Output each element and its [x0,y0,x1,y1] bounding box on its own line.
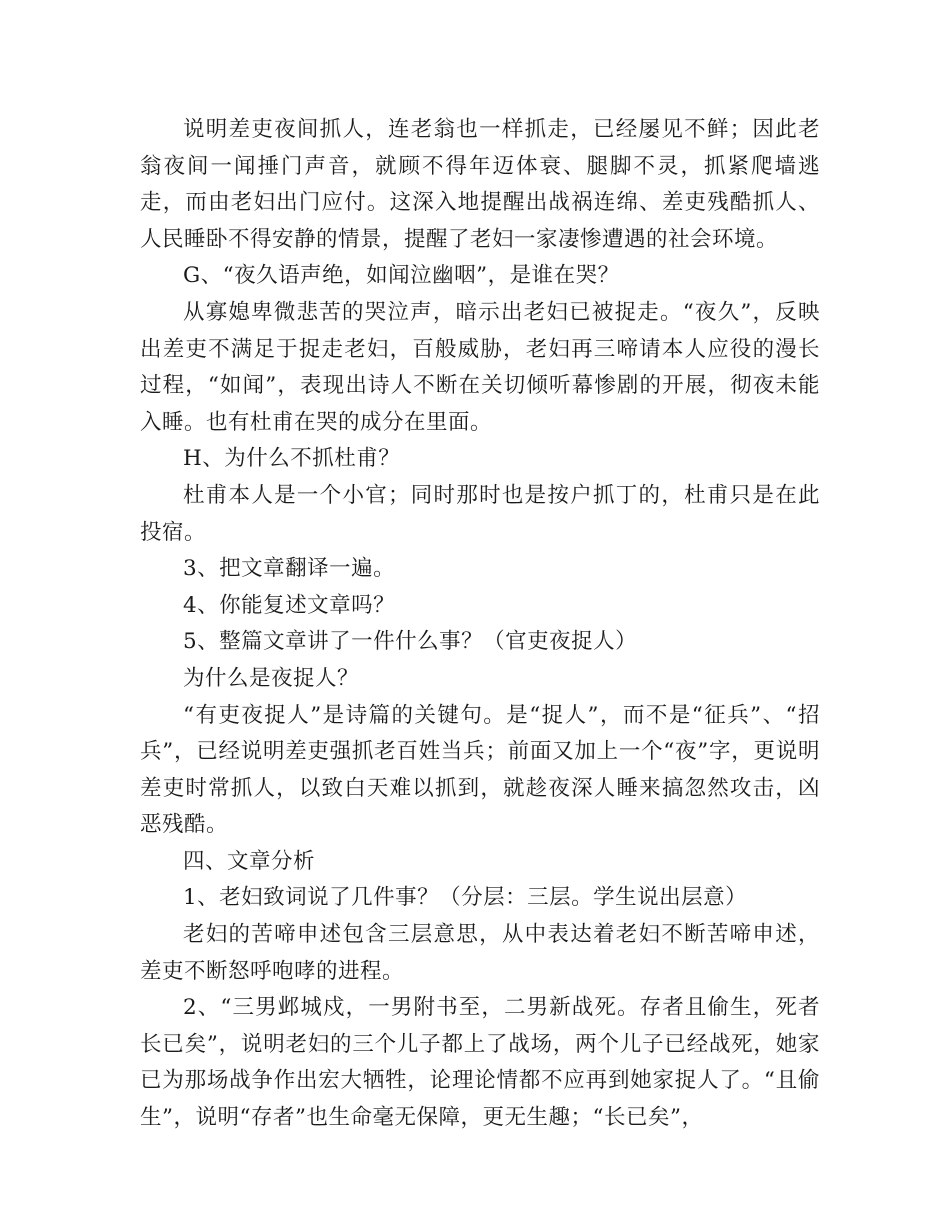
question-h-why-not-du-fu: H、为什么不抓杜甫？ [183,446,401,472]
question-why-night-arrest: 为什么是夜捉人？ [183,665,360,691]
paragraph-night-arrest-explanation: 说明差吏夜间抓人，连老翁也一样抓走，已经屡见不鲜；因此老翁夜间一闻捶门声音，就顾不得年迈体衰、腿脚不灵，抓紧爬墙逃走，而由老妇出门应付。这深入地提醒出战祸连绵、差吏残酷抓人、人民睡卧不得安静的情景，提醒了老妇一家凄惨遭遇的社会环境。 [140,117,820,252]
analysis-question-1: 1、老妇致词说了几件事？（分层：三层。学生说出层意） [183,885,748,911]
section-heading-text-analysis: 四、文章分析 [183,848,316,874]
answer-h-paragraph: 杜甫本人是一个小官；同时那时也是按户抓丁的，杜甫只是在此投宿。 [140,482,820,545]
task-4-retell: 4、你能复述文章吗？ [183,592,396,618]
analysis-answer-1: 老妇的苦啼申述包含三层意思，从中表达着老妇不断苦啼申述，差吏不断怒呼咆哮的进程。 [140,922,820,984]
question-g-who-is-crying: G、“夜久语声绝，如闻泣幽咽”，是谁在哭？ [183,263,620,289]
task-3-translate: 3、把文章翻译一遍。 [183,556,396,582]
analysis-point-2: 2、“三男邺城戍，一男附书至，二男新战死。存者且偷生，死者长已矣”，说明老妇的三个儿子都上了战场，两个儿子已经战死，她家已为那场战争作出宏大牺牲，论理论情都不应再到她家捉人了。“且偷生”，说明“存者”也生命毫无保障，更无生趣；“长已矣”， [140,995,820,1131]
answer-g-paragraph: 从寡媳卑微悲苦的哭泣声，暗示出老妇已被捉走。“夜久”，反映出差吏不满足于捉走老妇，百般威胁，老妇再三啼请本人应役的漫长过程，“如闻”，表现出诗人不断在关切倾听幕惨剧的开展，彻夜未能入睡。也有杜甫在哭的成分在里面。 [140,299,820,435]
document-body [140,112,820,1137]
key-sentence-paragraph: “有吏夜捉人”是诗篇的关键句。是“捉人”，而不是“征兵”、“招兵”，已经说明差吏强抓老百姓当兵；前面又加上一个“夜”字，更说明差吏时常抓人，以致白天难以抓到，就趁夜深人睡来搞忽然攻击，凶恶残酷。 [140,702,820,838]
task-5-what-event: 5、整篇文章讲了一件什么事？（官吏夜捉人） [183,629,638,655]
